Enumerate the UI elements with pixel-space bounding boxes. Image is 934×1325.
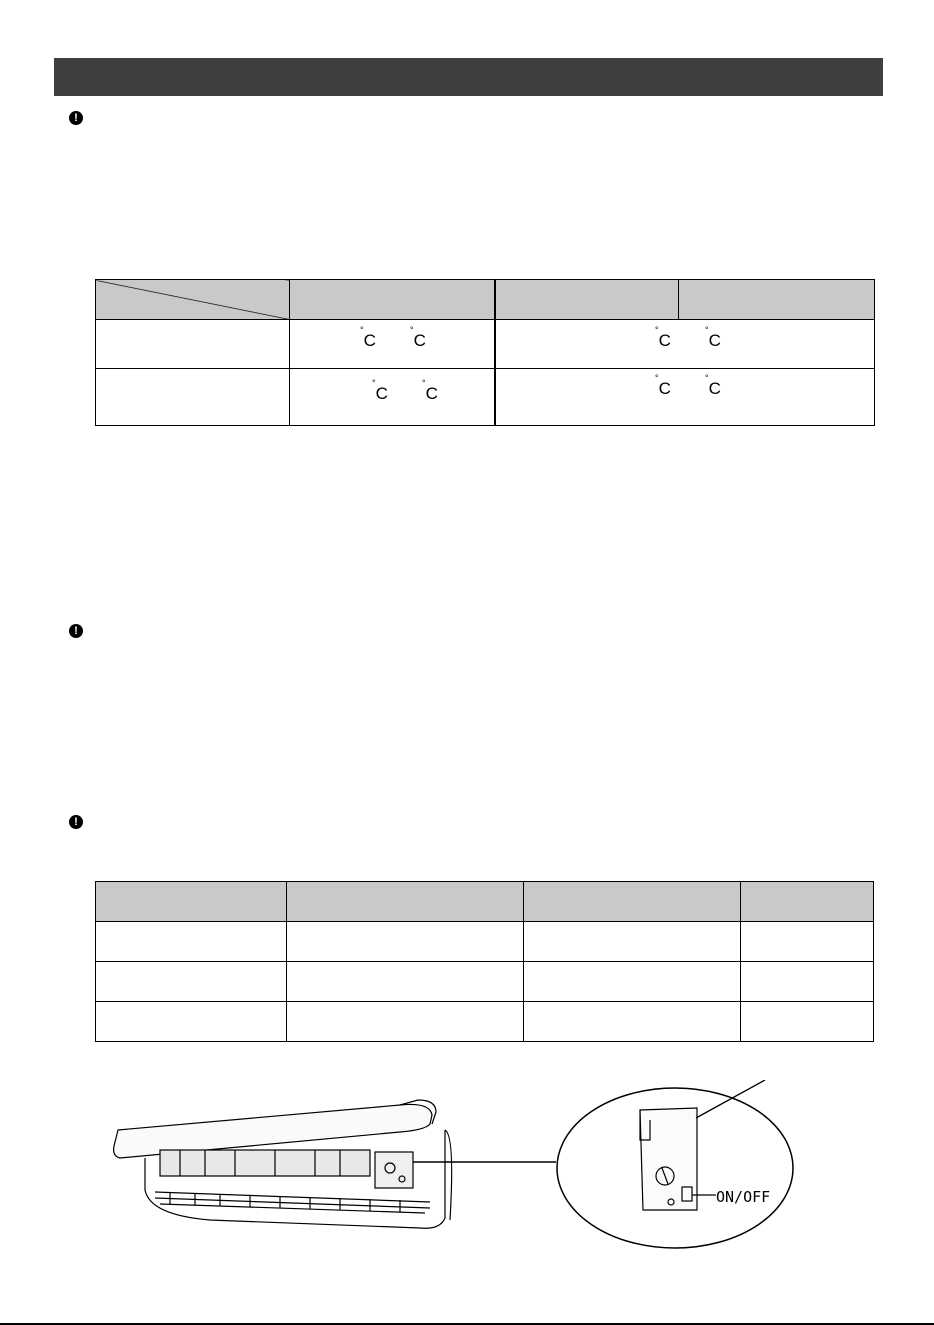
table-cell [495,320,875,369]
table-cell [287,922,524,962]
table-cell [524,922,741,962]
table-cell [524,1002,741,1042]
table-header-cell [96,882,287,922]
table-header-cell [290,280,496,320]
degree-unit: °C [422,378,438,403]
section-header-bar [54,58,883,96]
caution-icon: ! [69,815,83,829]
table-cell [741,922,874,962]
switch-panel-drawing [640,1108,697,1210]
degree-unit: °C [360,325,376,350]
table-cell [290,320,496,369]
table-cell [290,369,496,426]
degree-unit: °C [410,325,426,350]
degree-unit: °C [372,378,388,403]
caution-icon: ! [69,624,83,638]
table-header-cell [741,882,874,922]
temperature-range-table [95,279,875,426]
on-off-switch-label: ON/OFF [716,1188,771,1206]
indoor-unit-drawing [114,1100,452,1228]
table-header-cell [287,882,524,922]
table-header-cell [524,882,741,922]
degree-unit: °C [705,325,721,350]
table-cell [741,962,874,1002]
table-cell [96,962,287,1002]
caution-icon: ! [69,111,83,125]
degree-unit: °C [705,373,721,398]
degree-unit: °C [655,373,671,398]
table-header-cell [495,280,679,320]
table-cell [287,962,524,1002]
table-row-label [96,320,290,369]
table-cell [96,1002,287,1042]
specification-table [95,881,874,1042]
indoor-unit-illustration [100,1080,890,1260]
table-row-label [96,369,290,426]
table-header-cell [679,280,875,320]
table-corner-diagonal-cell [96,280,290,320]
table-cell [287,1002,524,1042]
table-cell [96,922,287,962]
table-cell [524,962,741,1002]
degree-unit: °C [655,325,671,350]
table-cell [495,369,875,426]
table-cell [741,1002,874,1042]
